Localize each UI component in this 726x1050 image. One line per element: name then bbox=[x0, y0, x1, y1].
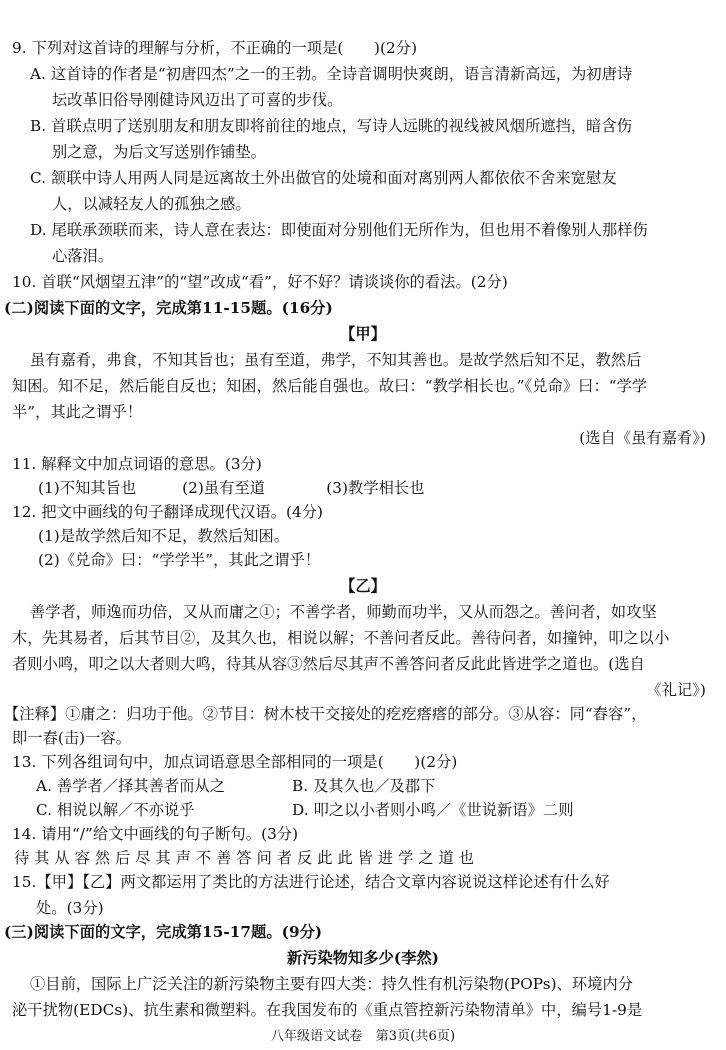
text-line: 9. 下列对这首诗的理解与分析，不正确的一项是( )(2分) bbox=[12, 39, 418, 57]
text-line: 【乙】 bbox=[340, 577, 386, 595]
text-line: D. 叩之以小者则小鸣／《世说新语》二则 bbox=[292, 801, 574, 819]
text-line: A. 这首诗的作者是“初唐四杰”之一的王勃。全诗音调明快爽朗，语言清新高远，为初唐诗 bbox=[30, 65, 633, 83]
text-line: 待 其 从 容 然 后 尽 其 声 不 善 答 问 者 反 此 此 皆 进 学 之 道 也 bbox=[14, 849, 475, 867]
text-line: 14. 请用“/”给文中画线的句子断句。(3分) bbox=[12, 825, 299, 843]
text-line: D. 尾联承颈联而来，诗人意在表达：即使面对分别他们无所作为，但也用不着像别人那样伤 bbox=[30, 221, 648, 239]
text-line: (1)是故学然后知不足，教然后知困。 bbox=[38, 527, 290, 545]
text-line: 【甲】 bbox=[340, 325, 386, 343]
text-line: 新污染物知多少(李然) bbox=[286, 949, 440, 967]
text-line: 15.【甲】【乙】两文都运用了类比的方法进行论述，结合文章内容说说这样论述有什么好 bbox=[12, 873, 610, 891]
text-line: B. 及其久也／及郡下 bbox=[292, 777, 436, 795]
text-line: 10. 首联“风烟望五津”的“望”改成“看”，好不好？请谈谈你的看法。(2分) bbox=[12, 273, 508, 291]
text-line: C. 颔联中诗人用两人同是远离故土外出做官的处境和面对离别两人都依依不舍来宽慰友 bbox=[30, 169, 617, 187]
text-line: 泌干扰物(EDCs)、抗生素和微塑料。在我国发布的《重点管控新污染物清单》中，编号1-9是 bbox=[12, 1001, 643, 1019]
text-line: 半”，其此之谓乎！ bbox=[12, 403, 143, 421]
text-line: 13. 下列各组词句中，加点词语意思全部相同的一项是( )(2分) bbox=[12, 753, 458, 771]
text-line: (二)阅读下面的文字，完成第11-15题。(16分) bbox=[4, 299, 333, 317]
text-line: ①目前，国际上广泛关注的新污染物主要有四大类：持久性有机污染物(POPs)、环境内分 bbox=[30, 975, 634, 993]
text-line: C. 相说以解／不亦说乎 bbox=[36, 801, 195, 819]
text-line: A. 善学者／择其善者而从之 bbox=[36, 777, 226, 795]
text-line: 人，以减轻友人的孤独之感。 bbox=[52, 195, 251, 213]
text-line: 【注释】①庸之：归功于他。②节目：树木枝干交接处的疙疙瘩瘩的部分。③从容：同“舂容”， bbox=[4, 705, 647, 723]
text-line: 别之意，为后文写送别作铺垫。 bbox=[52, 143, 267, 161]
text-line: 心落泪。 bbox=[52, 247, 114, 265]
text-line: 虽有嘉肴，弗食，不知其旨也；虽有至道，弗学，不知其善也。是故学然后知不足，教然后 bbox=[30, 351, 642, 369]
text-line: (选自《虽有嘉肴》) bbox=[579, 429, 706, 447]
text-line: 木，先其易者，后其节目②，及其久也，相说以解；不善问者反此。善待问者，如撞钟，叩之以小 bbox=[12, 629, 670, 647]
text-line: 者则小鸣，叩之以大者则大鸣，待其从容③然后尽其声不善答问者反此此皆进学之道也。(选自 bbox=[12, 655, 645, 673]
text-line: (三)阅读下面的文字，完成第15-17题。(9分) bbox=[4, 923, 323, 941]
text-line: 善学者，师逸而功倍，又从而庸之①；不善学者，师勤而功半，又从而怨之。善问者，如攻坚 bbox=[30, 603, 657, 621]
text-line: (1)不知其旨也 (2)虽有至道 (3)教学相长也 bbox=[38, 479, 425, 497]
page-footer: 八年级语文试卷 第3页(共6页) bbox=[270, 1029, 456, 1044]
text-line: (2)《兑命》曰：“学学半”，其此之谓乎！ bbox=[38, 551, 321, 569]
text-line: 即一舂(击)一容。 bbox=[12, 729, 132, 747]
text-line: B. 首联点明了送别朋友和朋友即将前往的地点，写诗人远眺的视线被风烟所遮挡，暗含伤 bbox=[30, 117, 633, 135]
text-line: 处。(3分) bbox=[36, 899, 104, 917]
text-line: 11. 解释文中加点词语的意思。(3分) bbox=[12, 455, 262, 473]
text-line: 12. 把文中画线的句子翻译成现代汉语。(4分) bbox=[12, 503, 324, 521]
text-line: 知困。知不足，然后能自反也；知困，然后能自强也。故曰：“教学相长也。”《兑命》曰：“学学 bbox=[12, 377, 648, 395]
text-line: 坛改革旧俗导刚健诗风迈出了可喜的步伐。 bbox=[52, 91, 343, 109]
text-line: 《礼记》) bbox=[646, 681, 706, 699]
